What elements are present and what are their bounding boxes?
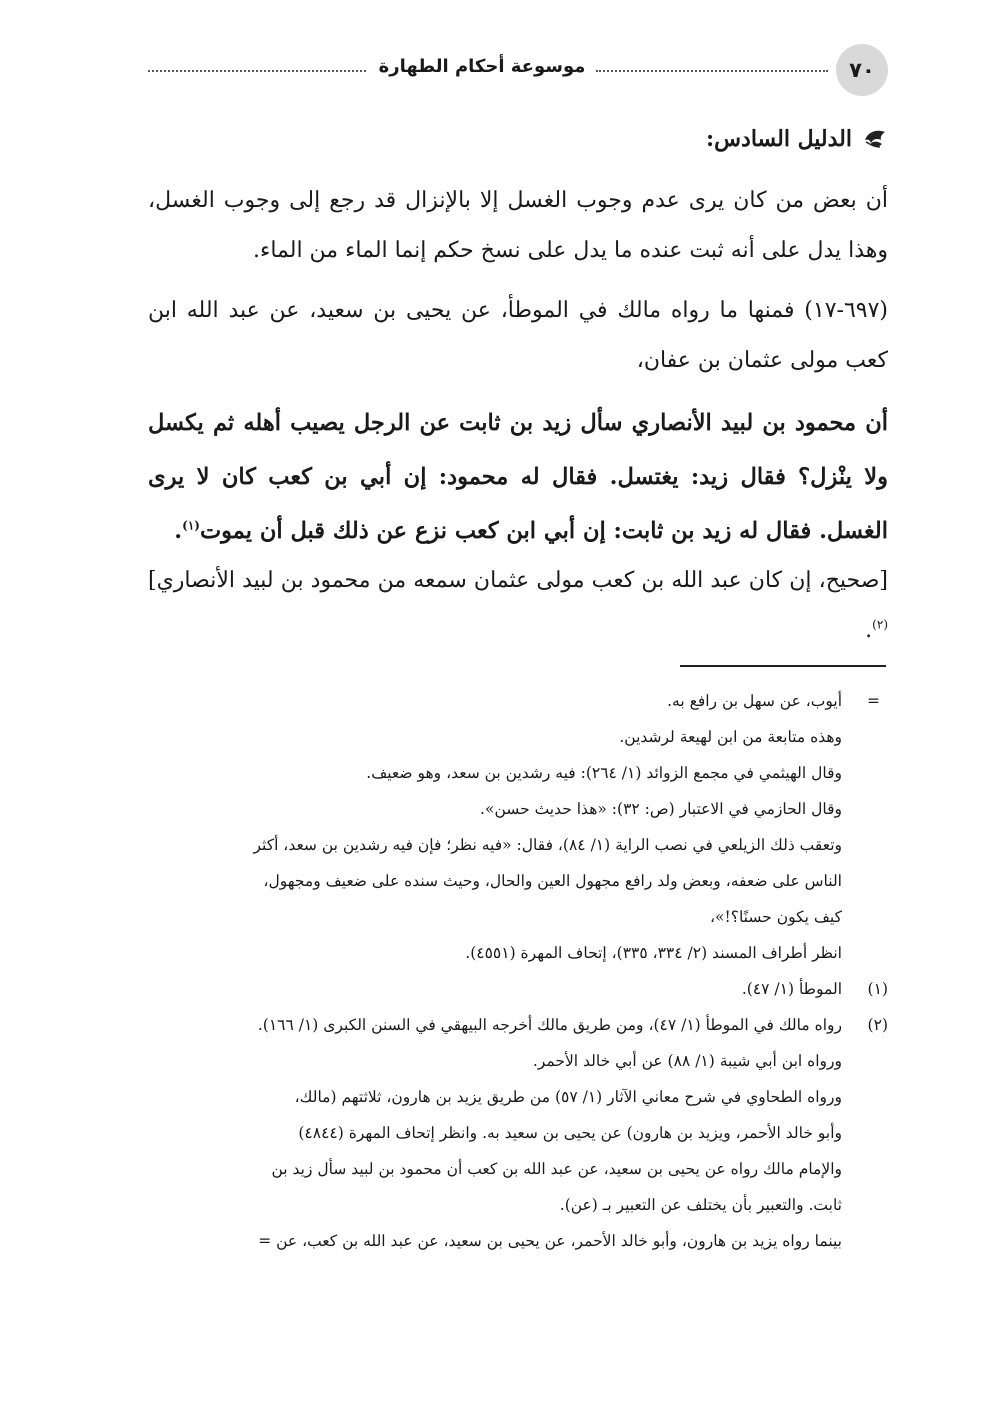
paragraph-narration-chain: (٦٩٧-١٧) فمنها ما رواه مالك في الموطأ، عن يحيى بن سعيد، عن عبد الله ابن كعب مولى عثمان بن عفان، — [148, 298, 888, 373]
footnote-ref-2[interactable]: (٢) — [872, 617, 888, 632]
footnote-line: رواه مالك في الموطأ (١/ ٤٧)، ومن طريق مالك أخرجه البيهقي في السنن الكبرى (١/ ١٦٦). — [257, 1016, 842, 1034]
grading-text: [صحيح، إن كان عبد الله بن كعب مولى عثمان سمعه من محمود بن لبيد الأنصاري] — [148, 568, 888, 593]
leaf-ornament-icon — [862, 128, 888, 150]
footnote-line: وهذه متابعة من ابن لهيعة لرشدين. — [619, 728, 842, 746]
footnote-line: الناس على ضعفه، وبعض ولد رافع مجهول العين والحال، وحيث سنده على ضعيف ومجهول، — [263, 872, 842, 890]
footnote-ref-1[interactable]: (١) — [182, 518, 200, 533]
continuation-marker: = — [867, 692, 880, 710]
footnote-line: كيف يكون حسنًا؟!»، — [710, 908, 842, 926]
footnote-line: والإمام مالك رواه عن يحيى بن سعيد، عن عبد الله بن كعب أن محمود بن لبيد سأل زيد بن — [271, 1160, 842, 1178]
footnote-line: ورواه ابن أبي شيبة (١/ ٨٨) عن أبي خالد الأحمر. — [532, 1052, 842, 1070]
footnote-line: بينما رواه يزيد بن هارون، وأبو خالد الأحمر، عن يحيى بن سعيد، عن عبد الله بن كعب، عن = — [258, 1232, 842, 1250]
paragraph-hadith-text — [148, 396, 888, 558]
section-heading — [148, 126, 888, 152]
footnote-1-text: الموطأ (١/ ٤٧). — [741, 980, 842, 998]
header-divider-right — [596, 70, 828, 72]
paragraph-argument: أن بعض من كان يرى عدم وجوب الغسل إلا بالإنزال قد رجع إلى وجوب الغسل، وهذا يدل على أنه ثبت عنده ما يدل على نسخ حكم إنما الماء من الماء. — [148, 188, 888, 263]
footnote-line: وأبو خالد الأحمر، ويزيد بن هارون) عن يحيى بن سعيد به. وانظر إتحاف المهرة (٤٨٤٤) — [298, 1124, 842, 1142]
footnotes-area — [148, 684, 888, 1304]
heading-text: الدليل السادس: — [706, 126, 852, 152]
page-number: ٧٠ — [836, 44, 888, 96]
running-header-title: موسوعة أحكام الطهارة — [378, 56, 586, 77]
footnote-line: انظر أطراف المسند (٢/ ٣٣٤، ٣٣٥)، إتحاف المهرة (٤٥٥١). — [465, 944, 842, 962]
hadith-text: أن محمود بن لبيد الأنصاري سأل زيد بن ثابت عن الرجل يصيب أهله ثم يكسل ولا ينْزل؟ فقال زيد: يغتسل. فقال له محمود: إن أبي بن كعب كان لا يرى الغسل. فقال له زيد بن ثابت: إن أبي ابن كعب نزع عن ذلك قبل أن يموت — [148, 410, 888, 544]
footnote-line: ورواه الطحاوي في شرح معاني الآثار (١/ ٥٧) من طريق يزيد بن هارون، ثلاثتهم (مالك، — [294, 1088, 842, 1106]
footnote-line: وقال الحازمي في الاعتبار (ص: ٣٢): «هذا حديث حسن». — [480, 800, 842, 818]
footnote-2-marker: (٢) — [867, 1016, 888, 1034]
footnote-line: أيوب، عن سهل بن رافع به. — [667, 692, 842, 710]
paragraph-grading — [148, 556, 888, 656]
footnote-line: وتعقب ذلك الزيلعي في نصب الراية (١/ ٨٤)، فقال: «فيه نظر؛ فإن فيه رشدين بن سعد، أكثر — [253, 836, 842, 854]
hadith-end-punct: . — [174, 518, 183, 544]
footnote-separator — [680, 665, 886, 667]
grading-end-punct: . — [865, 618, 873, 643]
header-divider-left — [148, 70, 366, 72]
footnote-line: ثابت. والتعبير بأن يختلف عن التعبير بـ (عن). — [559, 1196, 842, 1214]
footnote-line: وقال الهيثمي في مجمع الزوائد (١/ ٢٦٤): فيه رشدين بن سعد، وهو ضعيف. — [366, 764, 842, 782]
footnote-1-marker: (١) — [867, 980, 888, 998]
